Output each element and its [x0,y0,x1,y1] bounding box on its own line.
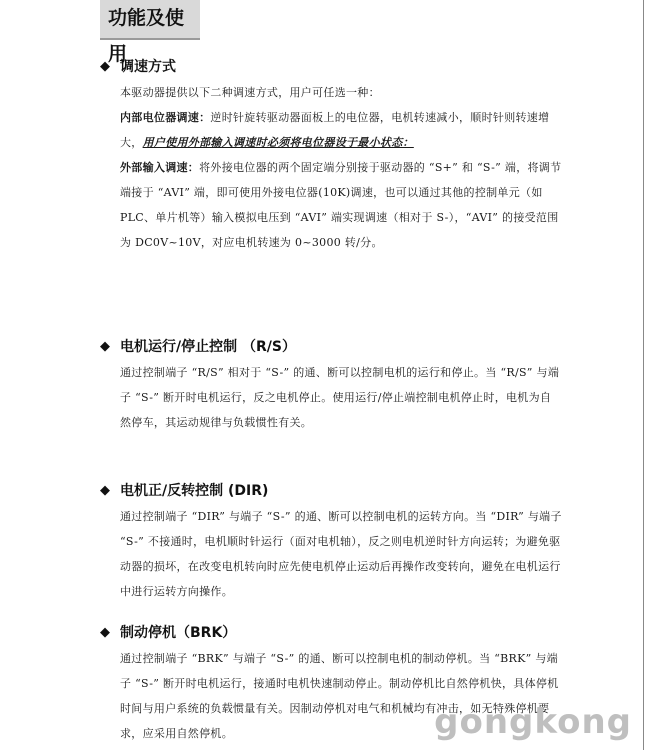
section-heading [100,620,562,646]
section-heading [100,54,562,80]
external-input-paragraph [100,155,562,255]
section-speed-control [100,54,562,255]
section-title: 调速方式 [120,59,176,75]
internal-pot-text: 逆时针旋转驱动器面板上的电位器，电机转速减小，顺时针则转速增大， [120,111,550,149]
internal-pot-paragraph [100,105,562,155]
internal-pot-label: 内部电位器调速： [120,111,211,124]
page-title: 功能及使用 [100,0,200,40]
section-direction [100,478,562,604]
brake-text: 通过控制端子 “BRK” 与端子 “S-” 的通、断可以控制电机的制动停机。当 “BRK” 与端子 “S-” 断开时电机运行，接通时电机快速制动停止。制动停机比自然停机快，具体停机时间与用户系统的负载惯量有关。因制动停机对电气和机械均有冲击，如无特殊停机要求，应采用自然停机。 [120,652,559,740]
external-input-text: 将外接电位器的两个固定端分别接于驱动器的 “S+” 和 “S-” 端，将调节端接于 “AVI” 端，即可使用外接电位器(10K)调速，也可以通过其他的控制单元（如 PLC、单片机等）输入模拟电压到 “AVI” 端实现调速（相对于 S-），“AVI” 的接受范围为 DC0V~10V，对应电机转速为 0~3000 转/分。 [120,161,562,249]
external-input-label: 外部输入调速： [120,161,200,174]
diamond-bullet-icon: ◆ [100,625,110,640]
section-run-stop [100,334,562,435]
diamond-bullet-icon: ◆ [100,339,110,354]
section-title: 制动停机（BRK） [120,625,237,641]
diamond-bullet-icon: ◆ [100,59,110,74]
section-heading [100,334,562,360]
watermark-logo: gongkong [434,702,632,742]
section-title: 电机运行/停止控制 （R/S） [120,339,296,355]
direction-text: 通过控制端子 “DIR” 与端子 “S-” 的通、断可以控制电机的运转方向。当 “DIR” 与端子 “S-” 不接通时，电机顺时针运行（面对电机轴），反之则电机逆时针方向运转；为避免驱动器的损坏，在改变电机转向时应先使电机停止运动后再操作改变转向，避免在电机运行中进行运转方向操作。 [120,510,562,598]
internal-pot-warning: 用户使用外部输入调速时必须将电位器设于最小状态： [142,136,414,149]
section-title: 电机正/反转控制 (DIR) [120,483,269,499]
diamond-bullet-icon: ◆ [100,483,110,498]
section-heading [100,478,562,504]
run-stop-text: 通过控制端子 “R/S” 相对于 “S-” 的通、断可以控制电机的运行和停止。当 “R/S” 与端子 “S-” 断开时电机运行，反之电机停止。使用运行/停止端控制电机停止时，电机为自然停车，其运动规律与负载惯性有关。 [120,366,560,429]
speed-intro: 本驱动器提供以下二种调速方式，用户可任选一种： [120,86,380,99]
